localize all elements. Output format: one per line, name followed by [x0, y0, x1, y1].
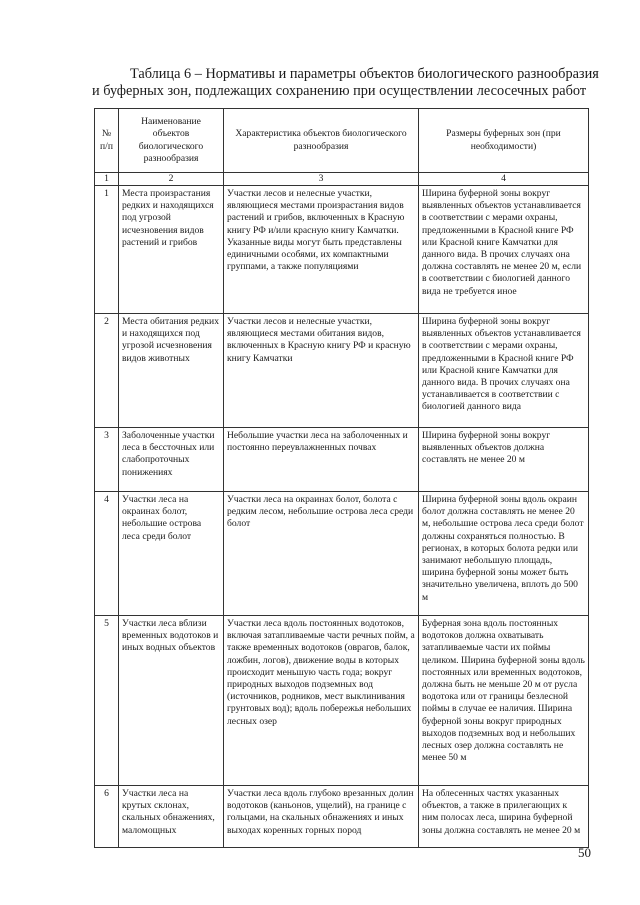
table-caption: [92, 66, 599, 100]
row-characteristic: Участки лесов и нелесные участки, являющиеся местами обитания видов, включенных в Красную книгу РФ и красную книгу Камчатки: [224, 314, 419, 428]
row-characteristic: Участки леса на окраинах болот, болота с редким лесом, небольшие острова леса среди болот: [224, 492, 419, 616]
row-characteristic: Участки леса вдоль глубоко врезанных долин водотоков (каньонов, ущелий), на границе с гольцами, на скальных обнажениях и иных выходах коренных горных пород: [224, 786, 419, 848]
row-number: 3: [95, 428, 119, 492]
row-buffer-size: На облесенных частях указанных объектов, а также в прилегающих к ним полосах леса, ширина буферной зоны должна составлять не менее 20 м: [419, 786, 589, 848]
row-object-name: Участки леса на окраинах болот, небольшие острова леса среди болот: [119, 492, 224, 616]
table-header-row: [95, 109, 589, 173]
table-row: [95, 616, 589, 786]
column-number: 3: [224, 173, 419, 186]
row-object-name: Участки леса вблизи временных водотоков и иных водных объектов: [119, 616, 224, 786]
row-buffer-size: Ширина буферной зоны вокруг выявленных объектов устанавливается в соответствии с мерами охраны, предложенными в Красной книге РФ или Красной книге Камчатки для данного вида. В прочих случаях она должна составлять не менее 20 м, если в соответствии с биологией данного вида не требуется иное: [419, 186, 589, 314]
table-row: [95, 786, 589, 848]
row-number: 1: [95, 186, 119, 314]
row-number: 6: [95, 786, 119, 848]
table-row: [95, 314, 589, 428]
row-object-name: Места произрастания редких и находящихся под угрозой исчезновения видов растений и грибов: [119, 186, 224, 314]
row-characteristic: Участки леса вдоль постоянных водотоков, включая затапливаемые части речных пойм, а также временных водотоков (оврагов, балок, ложбин, логов), движение воды в которых происходит меньшую часть года; вокруг природных выходов подземных вод (источников, родников, мест выклинивания грунтовых вод); вдоль побережья небольших лесных озер: [224, 616, 419, 786]
page-number: 50: [578, 845, 591, 860]
row-buffer-size: Ширина буферной зоны вокруг выявленных объектов должна составлять не менее 20 м: [419, 428, 589, 492]
caption-line-1: Таблица 6 – Нормативы и параметры объектов биологического разнообразия: [130, 66, 599, 82]
header-number: № п/п: [95, 109, 119, 173]
column-numbers-row: [95, 173, 589, 186]
header-object-name: Наименование объектов биологического разнообразия: [119, 109, 224, 173]
row-number: 2: [95, 314, 119, 428]
row-buffer-size: Буферная зона вдоль постоянных водотоков должна охватывать затапливаемые части их поймы целиком. Ширина буферной зоны вдоль постоянных или временных водотоков, должна быть не меньше 20 м от русла водотока или от границы безлесной поймы в случае ее наличия. Ширина буферной зоны вокруг природных выходов подземных вод и небольших лесных озер должна составлять не менее 50 м: [419, 616, 589, 786]
header-buffer-size: Размеры буферных зон (при необходимости): [419, 109, 589, 173]
row-object-name: Заболоченные участки леса в бессточных или слабопроточных понижениях: [119, 428, 224, 492]
row-buffer-size: Ширина буферной зоны вдоль окраин болот должна составлять не менее 20 м, небольшие острова леса среди болот должны сохраняться полностью. В регионах, в которых болота редки или занимают небольшую площадь, ширина буферной зоны может быть значительно увеличена, вплоть до 500 м: [419, 492, 589, 616]
row-characteristic: Небольшие участки леса на заболоченных и постоянно переувлажненных почвах: [224, 428, 419, 492]
table-row: [95, 186, 589, 314]
table-row: [95, 428, 589, 492]
table-row: [95, 492, 589, 616]
caption-line-2: и буферных зон, подлежащих сохранению при осуществлении лесосечных работ: [92, 83, 587, 99]
header-characteristic: Характеристика объектов биологического разнообразия: [224, 109, 419, 173]
column-number: 1: [95, 173, 119, 186]
row-number: 5: [95, 616, 119, 786]
row-buffer-size: Ширина буферной зоны вокруг выявленных объектов устанавливается в соответствии с мерами охраны, предложенными в Красной книге РФ или Красной книге Камчатки для данного вида. В прочих случаях она устанавливается в соответствии с биологией данного вида: [419, 314, 589, 428]
column-number: 2: [119, 173, 224, 186]
norms-table: [94, 108, 589, 848]
row-number: 4: [95, 492, 119, 616]
row-object-name: Участки леса на крутых склонах, скальных обнажениях, маломощных: [119, 786, 224, 848]
row-object-name: Места обитания редких и находящихся под угрозой исчезновения видов животных: [119, 314, 224, 428]
column-number: 4: [419, 173, 589, 186]
row-characteristic: Участки лесов и нелесные участки, являющиеся местами произрастания видов растений и грибов, включенных в Красную книгу РФ и/или красную книгу Камчатки. Указанные виды могут быть представлены единичными особями, их компактными группами, а также популяциями: [224, 186, 419, 314]
